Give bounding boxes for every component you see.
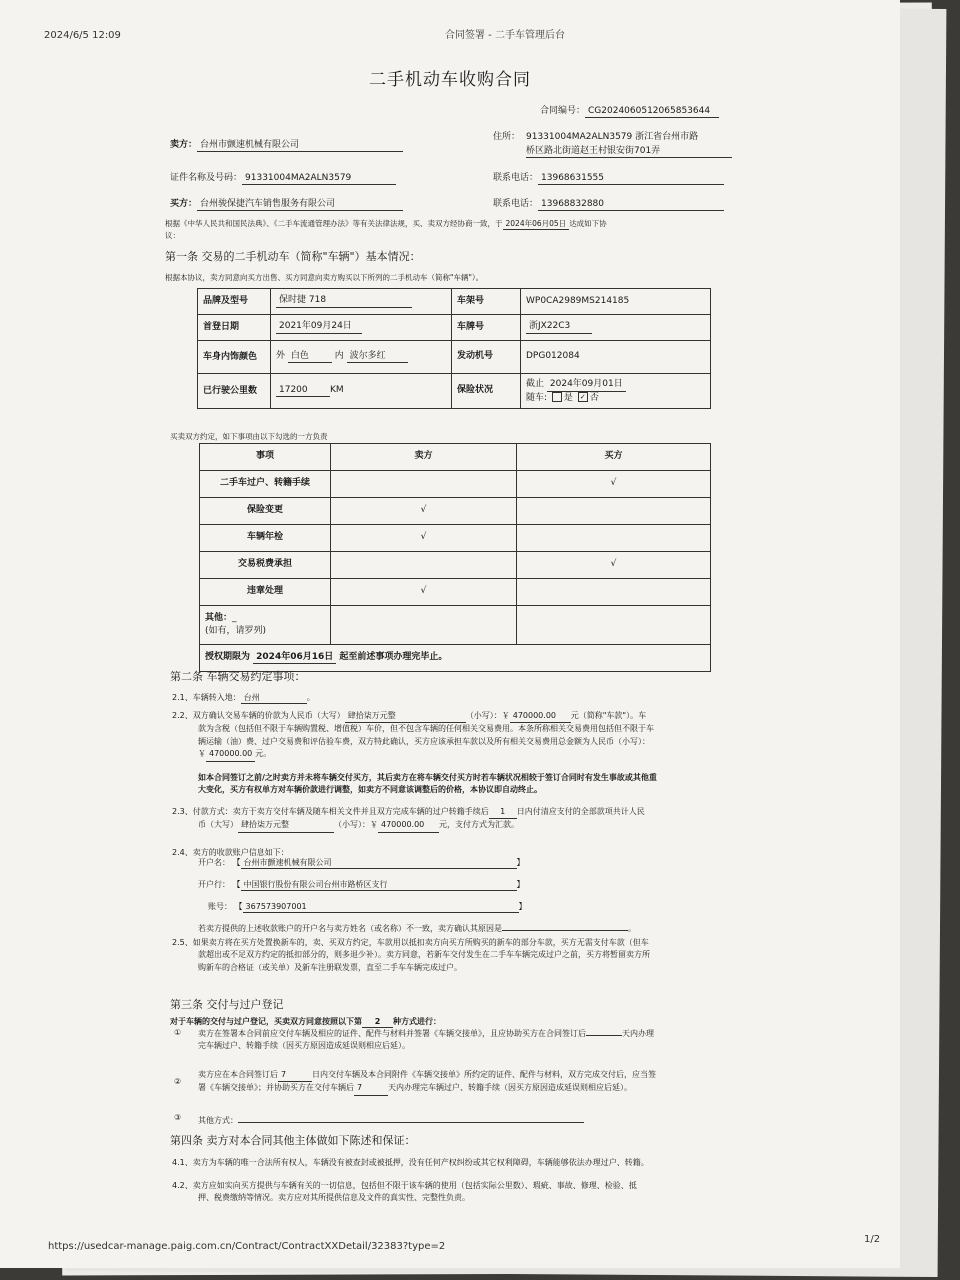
vin-label: 车架号	[452, 289, 521, 315]
clause-2-2: 2.2、双方确认交易车辆的价款为人民币（大写） 肆拾柒万元整 （小写）：￥ 470000.00 元（简称"车款"）。车 款为含税（包括但不限于车辆购置税、增值税）车价，但不包含车辆的任何相关交易费用。本条所称相关交易费用包括但不限于车 辆运输（油）费、过户交易费和评估验车费，双方特此确认，买方应该承担车款以及所有相关交易费用总金额为人民币（小写）： ￥ 470000.00 元。	[172, 710, 654, 762]
insurance-label: 保险状况	[452, 374, 521, 409]
article-3-intro: 对于车辆的交付与过户登记，买卖双方同意按照以下第 2 种方式进行：	[170, 1017, 441, 1026]
resp-header-buyer: 买方	[517, 444, 711, 471]
preamble-cont: 议：	[165, 231, 180, 240]
table-row: 保险变更 √	[200, 498, 711, 525]
table-row: 二手车过户、转籍手续 √	[200, 471, 711, 498]
clause-4-2: 4.2、卖方应如实向买方提供与车辆有关的一切信息，包括但不限于该车辆的使用（包括实际公里数）、瑕疵、事故、修理、检验、抵 押、税费缴纳等情况。卖方应对其所提供信息及文件的真实性、完整性负责。	[172, 1181, 637, 1203]
mileage-value: 17200 KM	[271, 374, 452, 409]
print-app-title: 合同签署 - 二手车管理后台	[445, 30, 565, 41]
buyer-row: 买方： 台州骏保捷汽车销售服务有限公司	[170, 199, 403, 211]
seller-phone-row: 联系电话： 13968631555	[493, 173, 724, 185]
article-3-title: 第三条 交付与过户登记	[170, 998, 284, 1011]
account-mismatch-note: 若卖方提供的上述收款账户的开户名与卖方姓名（或名称）不一致，卖方确认其原因是 。	[198, 920, 636, 934]
vin-value: WP0CA2989MS214185	[521, 289, 711, 315]
color-label: 车身内饰颜色	[198, 341, 271, 374]
contract-no: 合同编号： CG2024060512065853644	[540, 106, 719, 118]
vehicle-info-table	[197, 288, 711, 409]
print-url: https://usedcar-manage.paig.com.cn/Contract/ContractXXDetail/32383?type=2	[48, 1241, 446, 1252]
article-2-title: 第二条 车辆交易约定事项：	[170, 670, 306, 683]
clause-2-3: 2.3、付款方式：卖方于卖方交付车辆及随车相关文件并且双方完成车辆的过户转籍手续后 1 日内付清应支付的全部款项共计人民 币（大写） 肆拾柒万元整 （小写）：￥ 470000.00 元，支付方式为汇款。	[172, 806, 645, 833]
clause-2-4: 2.4、卖方的收款账户信息如下：	[172, 848, 289, 857]
article-4-title: 第四条 卖方对本合同其他主体做如下陈述和保证：	[170, 1134, 416, 1147]
table-row: 车辆年检 √	[200, 525, 711, 552]
clause-4-1: 4.1、卖方为车辆的唯一合法所有权人，车辆没有被查封或被抵押，没有任何产权纠纷或其它权利障碍，车辆能够依法办理过户、转籍。	[172, 1158, 649, 1167]
option-1-marker: ①	[174, 1028, 182, 1037]
brand-label: 品牌及型号	[198, 289, 271, 315]
responsibility-intro: 买卖双方约定，如下事项由以下勾选的一方负责	[170, 432, 328, 441]
reg-date-value: 2021年09月24日	[271, 315, 452, 341]
page-number: 1/2	[864, 1234, 881, 1245]
article-1-intro: 根据本协议，卖方同意向买方出售、买方同意向卖方购买以下所列的二手机动车（简称"车辆"）。	[165, 273, 484, 282]
clause-2-5: 2.5、如果卖方将在买方处置换新车的，卖、买双方约定，车款用以抵扣卖方向买方所购买的新车的部分车款，买方无需支付车款（但车 款超出或不足双方约定的抵扣部分的，则多退少补）。卖方同意，若新车交付发生在二手车车辆完成过户之前，买方将暂留卖方所 购新车的合格证（或关单）及新车注册联发票，直至二手车车辆完成过户。	[172, 938, 650, 972]
table-row: 交易税费承担 √	[200, 552, 711, 579]
bank-row: 开户行： 【 中国银行股份有限公司台州市路桥区支行 】	[198, 880, 525, 889]
brand-value: 保时捷 718	[271, 289, 452, 315]
address-line2: 桥区路北街道赵王村银安街701弄	[526, 146, 732, 158]
option-1: 卖方在签署本合同前应交付车辆及相应的证件、配件与材料并签署《车辆交接单》，且应协助买方在合同签订后 天内办理 完车辆过户、转籍手续（因买方原因造成延误则相应后延）。	[198, 1025, 654, 1053]
preamble: 根据《中华人民共和国民法典》、《二手车流通管理办法》等有关法律法规，买、卖双方经协商一致，于 2024年06月05日 达成如下协	[165, 219, 607, 228]
plate-label: 车牌号	[452, 315, 521, 341]
option-3: 其他方式：	[198, 1112, 584, 1126]
resp-header-item: 事项	[200, 444, 331, 471]
article-1-title: 第一条 交易的二手机动车（简称"车辆"）基本情况：	[165, 250, 421, 263]
table-row: 违章处理 √	[200, 579, 711, 606]
clause-2-1: 2.1、车辆转入地： 台州 。	[172, 693, 315, 702]
authorization-period: 授权期限为 2024年06月16日 起至前述事项办理完毕止。	[200, 645, 711, 672]
insurance-no-checkbox[interactable]: ✓	[578, 392, 588, 402]
option-3-marker: ③	[174, 1113, 182, 1122]
option-2: 卖方应在本合同签订后 7 日内交付车辆及本合同附件《车辆交接单》所约定的证件、配件与材料，双方完成交付后，应当签 署《车辆交接单》；并协助买方在交付车辆后 7 天内办理完车辆过户、转籍手续（因买方原因造成延误则相应后延）。	[198, 1069, 656, 1096]
mileage-label: 已行驶公里数	[198, 374, 271, 409]
account-name-row: 开户名： 【 台州市颤速机械有限公司 】	[198, 858, 525, 867]
contract-title: 二手机动车收购合同	[369, 70, 531, 90]
responsibility-table	[199, 443, 711, 672]
address-line1: 91331004MA2ALN3579 浙江省台州市路	[526, 132, 699, 142]
address-label: 住所：	[493, 132, 521, 142]
cert-row: 证件名称及号码： 91331004MA2ALN3579	[170, 173, 396, 185]
reg-date-label: 首登日期	[198, 315, 271, 341]
color-value: 外 白色 内 波尔多红	[271, 341, 452, 374]
buyer-phone-row: 联系电话： 13968832880	[493, 199, 724, 211]
resp-header-seller: 卖方	[331, 444, 517, 471]
other-cell: 其他：_ (如有，请罗列)	[200, 606, 331, 645]
option-2-marker: ②	[174, 1077, 182, 1086]
seller-row: 卖方： 台州市颤速机械有限公司	[170, 140, 403, 152]
plate-value: 浙JX22C3	[521, 315, 711, 341]
engine-label: 发动机号	[452, 341, 521, 374]
print-datetime: 2024/6/5 12:09	[44, 30, 121, 41]
account-no-row: 账号： 【 367573907001 】	[208, 902, 527, 911]
engine-value: DPG012084	[521, 341, 711, 374]
insurance-value: 截止 2024年09月01日 随车: 是 ✓ 否	[521, 374, 711, 409]
insurance-yes-checkbox[interactable]	[552, 392, 562, 402]
clause-2-2-bold: 如本合同签订之前/之时卖方并未将车辆交付买方，其后卖方在将车辆交付买方时若车辆状况相较于签订合同时有发生事故或其他重 大变化，买方有权单方对车辆价款进行调整，如卖方不同意该调整后的价格，本协议即自动终止。	[198, 773, 657, 795]
